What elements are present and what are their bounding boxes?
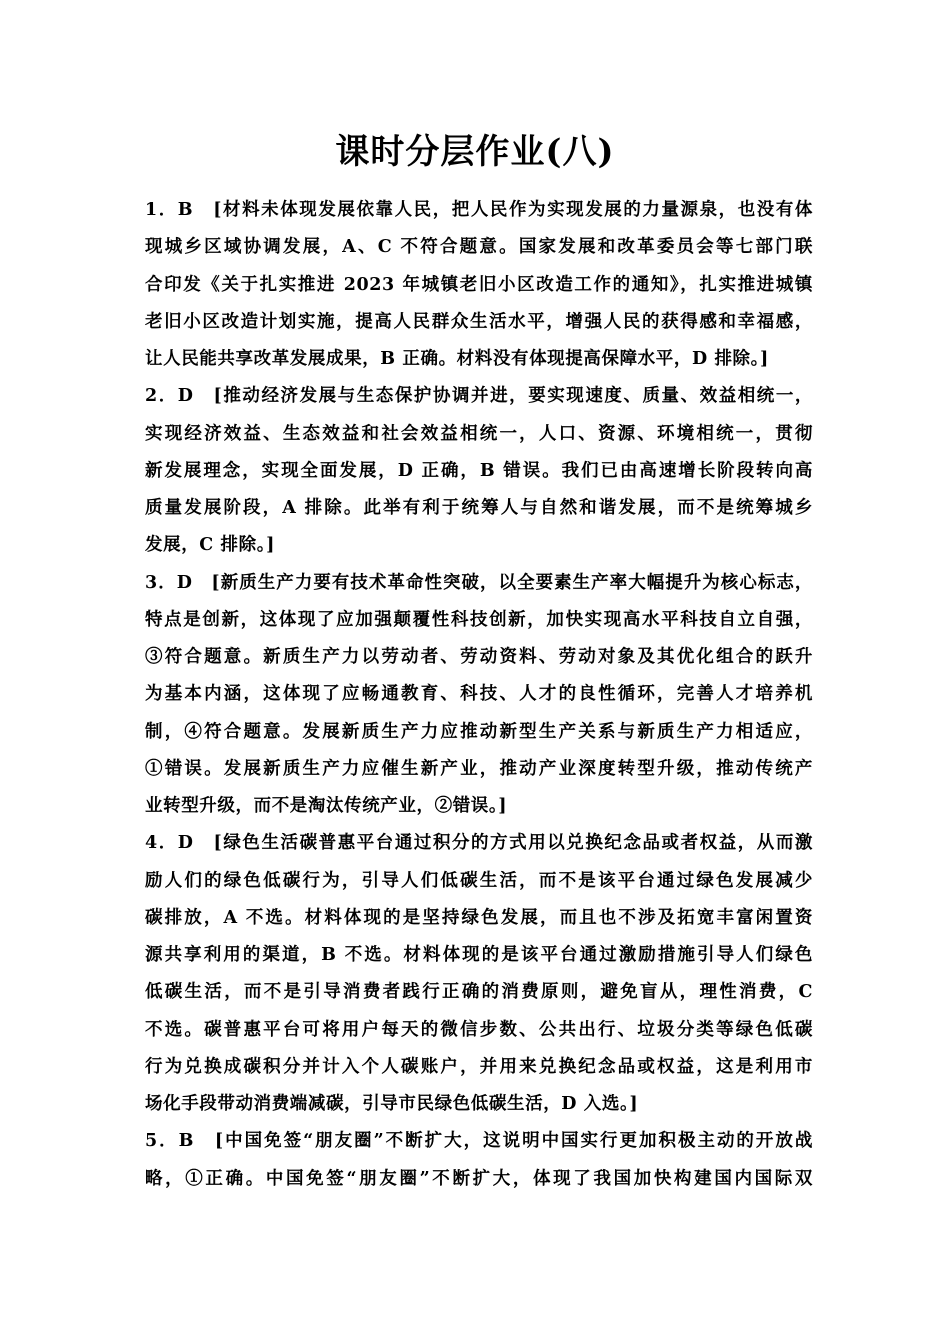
page-title: 课时分层作业(八) [335, 132, 615, 172]
text-line: 实现经济效益、生态效益和社会效益相统一，人口、资源、环境相统一，贯彻 [145, 423, 813, 444]
text-line: 制，④符合题意。发展新质生产力应推动新型生产关系与新质生产力相适应， [145, 721, 813, 742]
text-line: 场化手段带动消费端减碳，引导市民绿色低碳生活，D 入选。] [145, 1094, 639, 1114]
text-line: 行为兑换成碳积分并计入个人碳账户，并用来兑换纪念品或权益，这是利用市 [145, 1056, 813, 1077]
text-line: 略，①正确。中国免签“朋友圈”不断扩大，体现了我国加快构建国内国际双 [145, 1168, 813, 1189]
text-line: 低碳生活，而不是引导消费者践行正确的消费原则，避免盲从，理性消费，C [145, 982, 813, 1003]
text-line: 2．D [推动经济发展与生态保护协调并进，要实现速度、质量、效益相统一， [145, 386, 813, 407]
text-line: 发展，C 排除。] [145, 535, 275, 556]
text-line: 不选。碳普惠平台可将用户每天的微信步数、公共出行、垃圾分类等绿色低碳 [145, 1019, 813, 1040]
text-line: 为基本内涵，这体现了应畅通教育、科技、人才的良性循环，完善人才培养机 [145, 684, 813, 705]
text-line: ③符合题意。新质生产力以劳动者、劳动资料、劳动对象及其优化组合的跃升 [145, 647, 813, 667]
text-line: 新发展理念，实现全面发展，D 正确，B 错误。我们已由高速增长阶段转向高 [145, 460, 813, 481]
text-line: 现城乡区域协调发展，A、C 不符合题意。国家发展和改革委员会等七部门联 [145, 237, 813, 258]
answer-text [145, 192, 813, 1198]
text-line: 合印发《关于扎实推进 2023 年城镇老旧小区改造工作的通知》，扎实推进城镇 [145, 274, 813, 295]
text-line: 励人们的绿色低碳行为，引导人们低碳生活，而不是该平台通过绿色发展减少 [145, 870, 813, 891]
text-line: 特点是创新，这体现了应加强颠覆性科技创新，加快实现高水平科技自立自强， [145, 609, 813, 630]
text-line: 让人民能共享改革发展成果，B 正确。材料没有体现提高保障水平，D 排除。] [145, 349, 769, 369]
text-line: 1．B [材料未体现发展依靠人民，把人民作为实现发展的力量源泉，也没有体 [145, 200, 813, 220]
text-line: 源共享利用的渠道，B 不选。材料体现的是该平台通过激励措施引导人们绿色 [145, 945, 813, 965]
text-line: 老旧小区改造计划实施，提高人民群众生活水平，增强人民的获得感和幸福感， [145, 311, 813, 332]
text-line: 业转型升级，而不是淘汰传统产业，②错误。] [145, 796, 508, 816]
text-line: 质量发展阶段，A 排除。此举有利于统筹人与自然和谐发展，而不是统筹城乡 [145, 498, 813, 518]
text-line: ①错误。发展新质生产力应催生新产业，推动产业深度转型升级，推动传统产 [145, 758, 813, 779]
text-line: 碳排放，A 不选。材料体现的是坚持绿色发展，而且也不涉及拓宽丰富闲置资 [145, 907, 813, 928]
text-line: 3．D [新质生产力要有技术革命性突破，以全要素生产率大幅提升为核心标志， [145, 572, 813, 593]
text-line: 4．D [绿色生活碳普惠平台通过积分的方式用以兑换纪念品或者权益，从而激 [145, 833, 813, 854]
text-line: 5．B [中国免签“朋友圈”不断扩大，这说明中国实行更加积极主动的开放战 [145, 1131, 813, 1152]
